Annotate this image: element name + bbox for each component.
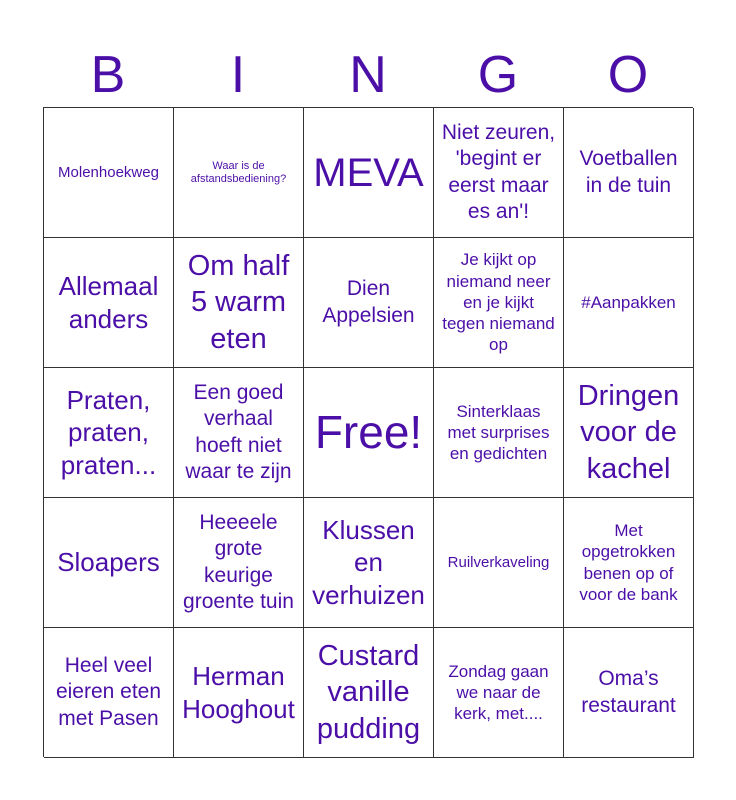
bingo-cell-1-4[interactable]: Niet zeuren, 'begint er eerst maar es an'! [434, 108, 564, 238]
bingo-cell-4-2[interactable]: Heeeele grote keurige groente tuin [174, 498, 304, 628]
bingo-cell-4-1[interactable]: Sloapers [44, 498, 174, 628]
bingo-cell-1-2[interactable]: Waar is de afstandsbediening? [174, 108, 304, 238]
bingo-cell-1-5[interactable]: Voetballen in de tuin [564, 108, 694, 238]
bingo-cell-5-2[interactable]: Herman Hooghout [174, 628, 304, 758]
bingo-cell-3-4[interactable]: Sinterklaas met surprises en gedichten [434, 368, 564, 498]
bingo-cell-2-1[interactable]: Allemaal anders [44, 238, 174, 368]
bingo-cell-3-5[interactable]: Dringen voor de kachel [564, 368, 694, 498]
header-letter-i: I [230, 46, 246, 104]
bingo-cell-2-2[interactable]: Om half 5 warm eten [174, 238, 304, 368]
bingo-cell-1-1[interactable]: Molenhoekweg [44, 108, 174, 238]
bingo-cell-5-5[interactable]: Oma’s restaurant [564, 628, 694, 758]
bingo-cell-4-4[interactable]: Ruilverkaveling [434, 498, 564, 628]
bingo-header [43, 44, 693, 106]
bingo-card-grid [43, 107, 693, 757]
bingo-cell-1-3[interactable]: MEVA [304, 108, 434, 238]
bingo-cell-2-3[interactable]: Dien Appelsien [304, 238, 434, 368]
bingo-cell-2-5[interactable]: #Aanpakken [564, 238, 694, 368]
header-letter-n: N [349, 46, 387, 104]
header-letter-b: B [90, 46, 126, 104]
bingo-cell-4-3[interactable]: Klussen en verhuizen [304, 498, 434, 628]
bingo-cell-3-2[interactable]: Een goed verhaal hoeft niet waar te zijn [174, 368, 304, 498]
bingo-cell-5-4[interactable]: Zondag gaan we naar de kerk, met.... [434, 628, 564, 758]
header-letter-o: O [607, 46, 649, 104]
bingo-cell-2-4[interactable]: Je kijkt op niemand neer en je kijkt tegen niemand op [434, 238, 564, 368]
header-letter-g: G [477, 46, 519, 104]
bingo-cell-3-1[interactable]: Praten, praten, praten... [44, 368, 174, 498]
bingo-cell-5-3[interactable]: Custard vanille pudding [304, 628, 434, 758]
bingo-cell-5-1[interactable]: Heel veel eieren eten met Pasen [44, 628, 174, 758]
bingo-cell-3-3-free[interactable]: Free! [304, 368, 434, 498]
bingo-cell-4-5[interactable]: Met opgetrokken benen op of voor de bank [564, 498, 694, 628]
